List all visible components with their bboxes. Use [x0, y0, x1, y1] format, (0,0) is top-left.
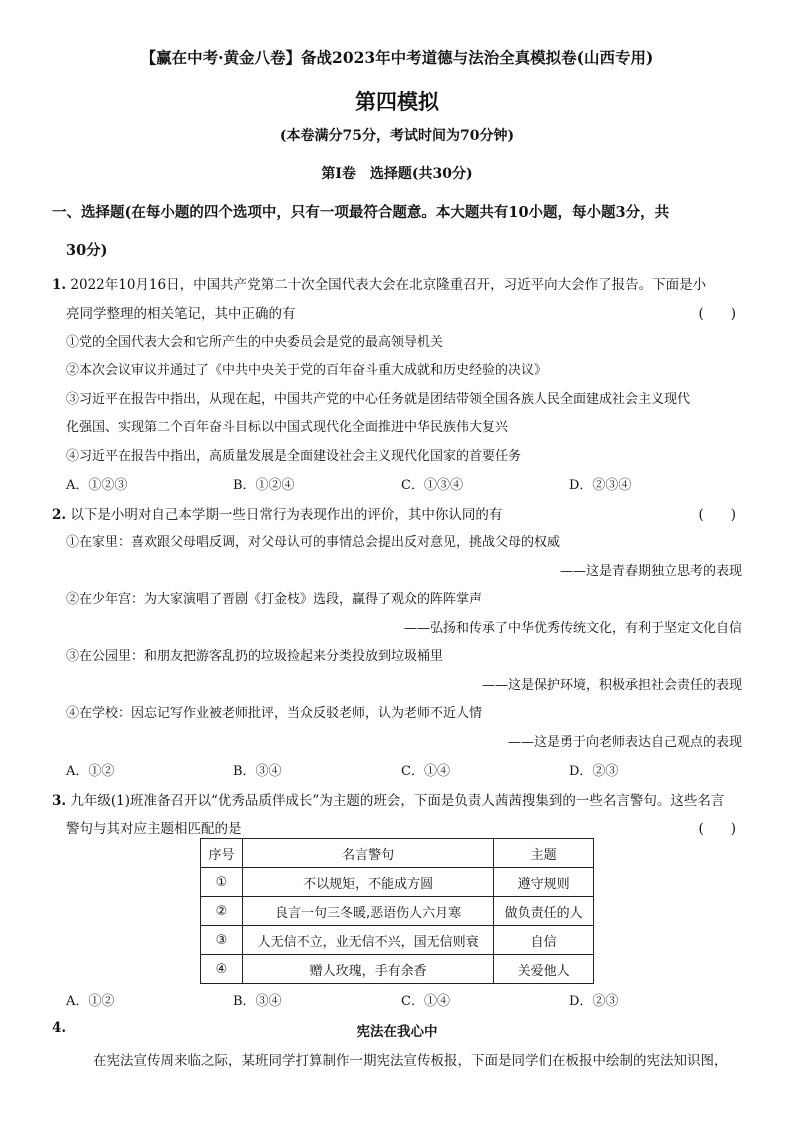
q1-answer-blank: ( ) [698, 306, 736, 322]
series-title: 【赢在中考·黄金八卷】备战2023年中考道德与法治全真模拟卷(山西专用) [140, 48, 654, 67]
q2-choice-a: A．①② [66, 764, 115, 779]
q1-choice-d: D．②③④ [569, 478, 632, 493]
q3-answer-blank: ( ) [698, 821, 736, 837]
q2-stem-text: 以下是小明对自己本学期一些日常行为表现作出的评价，其中你认同的有 [70, 507, 503, 523]
table-cell: ② [201, 897, 243, 926]
q3-choice-b: B．③④ [233, 994, 282, 1009]
q1-stem-line1 [52, 273, 706, 293]
q2-choice-c: C．①④ [401, 764, 450, 779]
table-cell: 做负责任的人 [494, 897, 594, 926]
q2-stem [52, 503, 502, 523]
q3-choice-c: C．①④ [401, 994, 450, 1009]
q1-statement-3a: ③习近平在报告中指出，从现在起，中国共产党的中心任务就是团结带领全国各族人民全面建成社会主义现代 [66, 392, 691, 407]
table-cell: 关爱他人 [494, 955, 594, 984]
q1-statement-2: ②本次会议审议并通过了《中共中央关于党的百年奋斗重大成就和历史经验的决议》 [66, 363, 548, 378]
q4-intro-text: 在宪法宣传周来临之际，某班同学打算制作一期宪法宣传板报，下面是同学们在板报中绘制的宪法知识图， [93, 1053, 728, 1069]
q1-choice-b: B．①②④ [233, 478, 295, 493]
table-row [201, 868, 594, 897]
q2-statement-3: ③在公园里：和朋友把游客乱扔的垃圾捡起来分类投放到垃圾桶里 [66, 649, 444, 664]
table-cell: ① [201, 868, 243, 897]
q3-choice-a: A．①② [66, 994, 115, 1009]
q1-statement-4: ④习近平在报告中指出，高质量发展是全面建设社会主义现代化国家的首要任务 [66, 449, 522, 464]
part-title: 第Ⅰ卷 选择题(共30分) [321, 166, 473, 182]
q2-evaluation-3: ——这是保护环境，积极承担社会责任的表现 [481, 678, 742, 693]
q2-evaluation-2: ——弘扬和传承了中华优秀传统文化，有利于坚定文化自信 [403, 621, 742, 636]
section-heading-line1: 一、选择题(在每小题的四个选项中，只有一项最符合题意。本大题共有10小题，每小题3分，共 [52, 204, 670, 221]
q1-number: 1. [52, 277, 67, 293]
table-header-row [201, 839, 594, 868]
paper-title: 第四模拟 [355, 89, 439, 114]
q3-choice-d: D．②③ [569, 994, 619, 1009]
q3-stem-text: 九年级(1)班准备召开以“优秀品质伴成长”为主题的班会，下面是负责人茜茜搜集到的一些名言警句。这些名言 [70, 793, 725, 809]
table-row [201, 897, 594, 926]
table-cell: 人无信不立，业无信不兴，国无信则衰 [242, 926, 493, 955]
q1-statement-1: ①党的全国代表大会和它所产生的中央委员会是党的最高领导机关 [66, 335, 444, 350]
table-cell: 不以规矩，不能成方圆 [242, 868, 493, 897]
exam-info: (本卷满分75分，考试时间为70分钟) [279, 128, 515, 144]
q3-stem-line1 [52, 789, 724, 809]
q1-choice-a: A．①②③ [66, 478, 128, 493]
q4-number: 4. [52, 1020, 67, 1036]
q2-number: 2. [52, 507, 67, 523]
table-cell: 赠人玫瑰，手有余香 [242, 955, 493, 984]
q2-evaluation-1: ——这是青春期独立思考的表现 [559, 564, 742, 579]
q2-evaluation-4: ——这是勇于向老师表达自己观点的表现 [507, 735, 742, 750]
section-heading-line2: 30分) [66, 242, 108, 259]
table-cell: ③ [201, 926, 243, 955]
table-cell: 自信 [494, 926, 594, 955]
q2-statement-1: ①在家里：喜欢跟父母唱反调，对父母认可的事情总会提出反对意见，挑战父母的权威 [66, 535, 561, 550]
q1-choice-c: C．①③④ [401, 478, 463, 493]
maxims-table [200, 838, 594, 984]
q1-stem-line2: 亮同学整理的相关笔记，其中正确的有 [66, 306, 296, 322]
table-cell: ④ [201, 955, 243, 984]
q3-stem-line2: 警句与其对应主题相匹配的是 [66, 821, 242, 837]
q3-number: 3. [52, 793, 67, 809]
q2-answer-blank: ( ) [698, 507, 736, 523]
q2-statement-4: ④在学校：因忘记写作业被老师批评，当众反驳老师，认为老师不近人情 [66, 706, 483, 721]
table-cell: 遵守规则 [494, 868, 594, 897]
q2-choice-d: D．②③ [569, 764, 619, 779]
table-row [201, 955, 594, 984]
table-cell: 良言一句三冬暖,恶语伤人六月寒 [242, 897, 493, 926]
table-row [201, 926, 594, 955]
q4-title: 宪法在我心中 [356, 1024, 438, 1040]
table-header-cell: 主题 [494, 839, 594, 868]
q1-statement-3b: 化强国、实现第二个百年奋斗目标以中国式现代化全面推进中华民族伟大复兴 [66, 420, 509, 435]
q2-statement-2: ②在少年宫：为大家演唱了晋剧《打金枝》选段，赢得了观众的阵阵掌声 [66, 592, 483, 607]
table-header-cell: 名言警句 [242, 839, 493, 868]
table-header-cell: 序号 [201, 839, 243, 868]
q1-stem-text: 2022年10月16日，中国共产党第二十次全国代表大会在北京隆重召开，习近平向大会作了报告。下面是小 [70, 277, 707, 293]
q2-choice-b: B．③④ [233, 764, 282, 779]
